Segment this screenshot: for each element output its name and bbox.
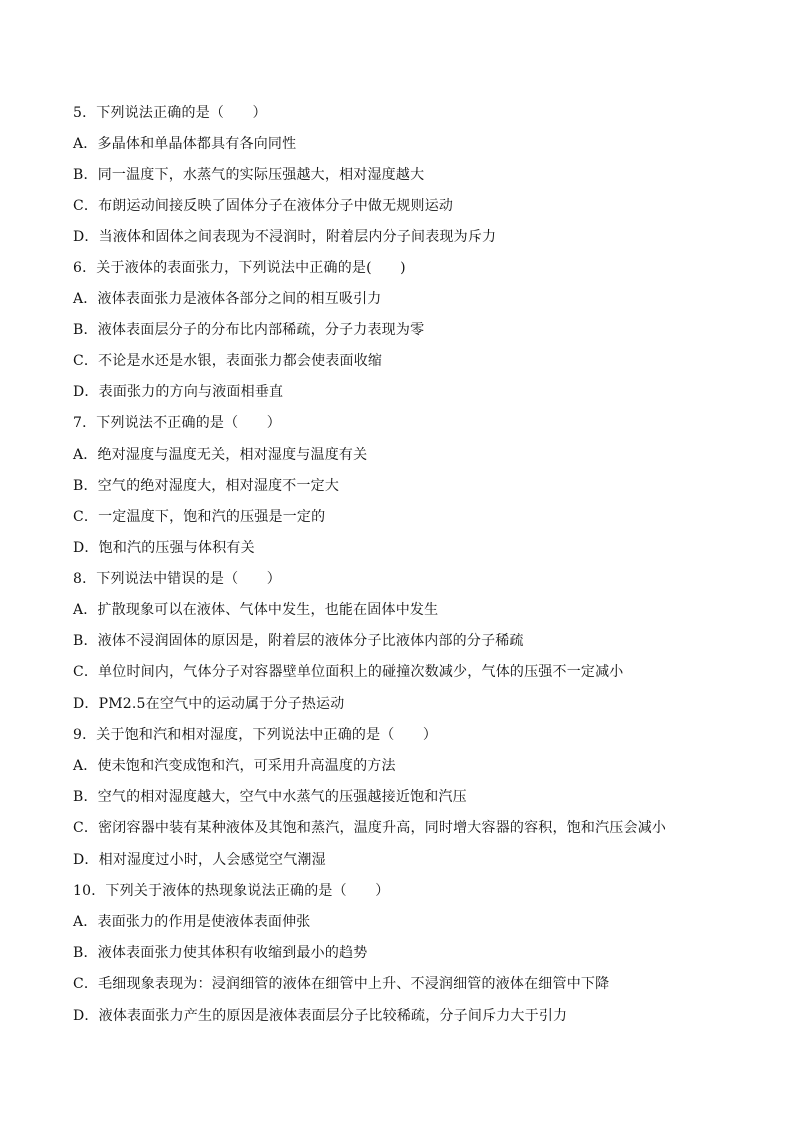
question-10-option-b: B．液体表面张力使其体积有收缩到最小的趋势: [73, 945, 368, 961]
question-5-option-a: A．多晶体和单晶体都具有各向同性: [73, 136, 297, 152]
question-9-stem: 9．关于饱和汽和相对湿度，下列说法中正确的是（ ）: [73, 727, 438, 743]
question-10-stem: 10．下列关于液体的热现象说法正确的是（ ）: [73, 883, 390, 899]
question-6-stem: 6．关于液体的表面张力，下列说法中正确的是( ): [73, 260, 406, 276]
question-9-option-c: C．密闭容器中装有某种液体及其饱和蒸汽，温度升高，同时增大容器的容积，饱和汽压会减小: [73, 820, 667, 836]
question-7-stem: 7．下列说法不正确的是（ ）: [73, 415, 281, 431]
question-7-option-d: D．饱和汽的压强与体积有关: [73, 540, 255, 556]
question-7-option-b: B．空气的绝对湿度大，相对湿度不一定大: [73, 478, 340, 494]
question-9-option-a: A．使未饱和汽变成饱和汽，可采用升高温度的方法: [73, 758, 396, 774]
question-8-option-a: A．扩散现象可以在液体、气体中发生，也能在固体中发生: [73, 602, 439, 618]
question-10-option-a: A．表面张力的作用是使液体表面伸张: [73, 914, 311, 930]
question-6-option-b: B．液体表面层分子的分布比内部稀疏，分子力表现为零: [73, 322, 425, 338]
question-5-stem: 5．下列说法正确的是（ ）: [73, 105, 267, 121]
question-10-option-d: D．液体表面张力产生的原因是液体表面层分子比较稀疏，分子间斥力大于引力: [73, 1008, 568, 1024]
question-7-option-a: A．绝对湿度与温度无关，相对湿度与温度有关: [73, 447, 368, 463]
question-10-option-c: C．毛细现象表现为：浸润细管的液体在细管中上升、不浸润细管的液体在细管中下降: [73, 976, 610, 992]
question-6-option-a: A．液体表面张力是液体各部分之间的相互吸引力: [73, 291, 382, 307]
question-6-option-d: D．表面张力的方向与液面相垂直: [73, 384, 284, 400]
question-9-option-d: D．相对湿度过小时，人会感觉空气潮湿: [73, 852, 326, 868]
question-5-option-d: D．当液体和固体之间表现为不浸润时，附着层内分子间表现为斥力: [73, 229, 497, 245]
question-8-option-c: C．单位时间内，气体分子对容器壁单位面积上的碰撞次数减少，气体的压强不一定减小: [73, 664, 624, 680]
question-6-option-c: C．不论是水还是水银，表面张力都会使表面收缩: [73, 353, 383, 369]
question-7-option-c: C．一定温度下，饱和汽的压强是一定的: [73, 509, 326, 525]
question-9-option-b: B．空气的相对湿度越大，空气中水蒸气的压强越接近饱和汽压: [73, 789, 467, 805]
question-8-option-d: D．PM2.5在空气中的运动属于分子热运动: [73, 696, 345, 712]
question-5-option-c: C．布朗运动间接反映了固体分子在液体分子中做无规则运动: [73, 198, 454, 214]
question-8-option-b: B．液体不浸润固体的原因是，附着层的液体分子比液体内部的分子稀疏: [73, 633, 524, 649]
question-5-option-b: B．同一温度下，水蒸气的实际压强越大，相对湿度越大: [73, 167, 425, 183]
question-8-stem: 8．下列说法中错误的是（ ）: [73, 571, 281, 587]
